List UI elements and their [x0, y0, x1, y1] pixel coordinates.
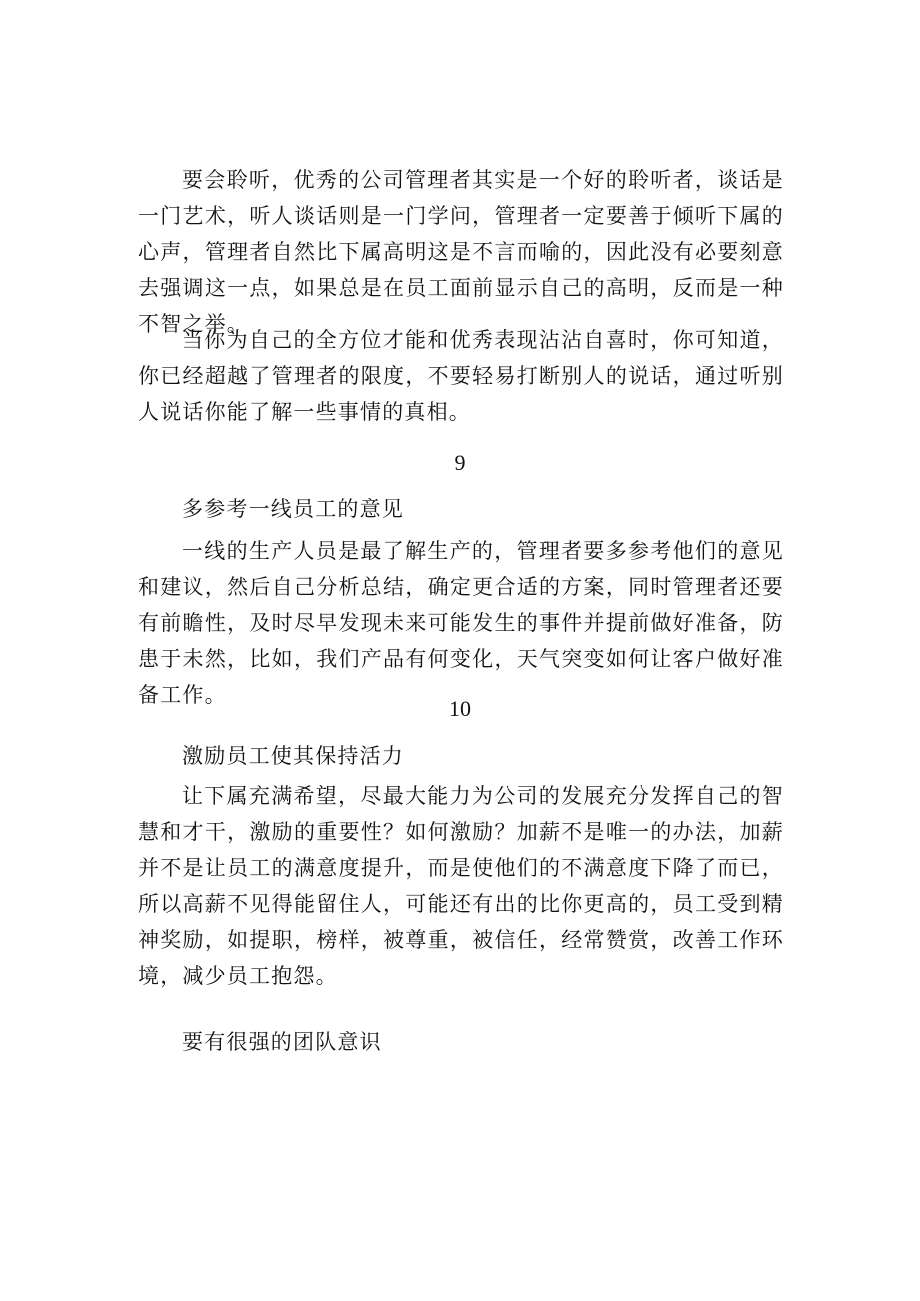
section-title-11: 要有很强的团队意识	[182, 1030, 382, 1054]
section-body-10: 让下属充满希望，尽最大能力为公司的发展充分发挥自己的智慧和才干，激励的重要性？如何激励？加薪不是唯一的办法，加薪并不是让员工的满意度提升，而是使他们的不满意度下降了而已，所以高薪不见得能留住人，可能还有出的比你更高的，员工受到精神奖励，如提职，榜样，被尊重，被信任，经常赞赏，改善工作环境，减少员工抱怨。	[138, 784, 784, 988]
section-title-9: 多参考一线员工的意见	[182, 497, 404, 521]
section-title-10: 激励员工使其保持活力	[182, 744, 404, 768]
section-body-9: 一线的生产人员是最了解生产的，管理者要多参考他们的意见和建议，然后自己分析总结，确定更合适的方案，同时管理者还要有前瞻性，及时尽早发现未来可能发生的事件并提前做好准备，防患于未然，比如，我们产品有何变化，天气突变如何让客户做好准备工作。	[138, 539, 784, 707]
paragraph-listening-2: 当你为自己的全方位才能和优秀表现沾沾自喜时，你可知道，你已经超越了管理者的限度，不要轻易打断别人的说话，通过听别人说话你能了解一些事情的真相。	[138, 328, 784, 424]
section-number-10: 10	[449, 696, 471, 721]
section-number-9: 9	[454, 450, 466, 475]
paragraph-listening-1: 要会聆听，优秀的公司管理者其实是一个好的聆听者，谈话是一门艺术，听人谈话则是一门学问，管理者一定要善于倾听下属的心声，管理者自然比下属高明这是不言而喻的，因此没有必要刻意去强调这一点，如果总是在员工面前显示自己的高明，反而是一种不智之举。	[138, 168, 784, 336]
